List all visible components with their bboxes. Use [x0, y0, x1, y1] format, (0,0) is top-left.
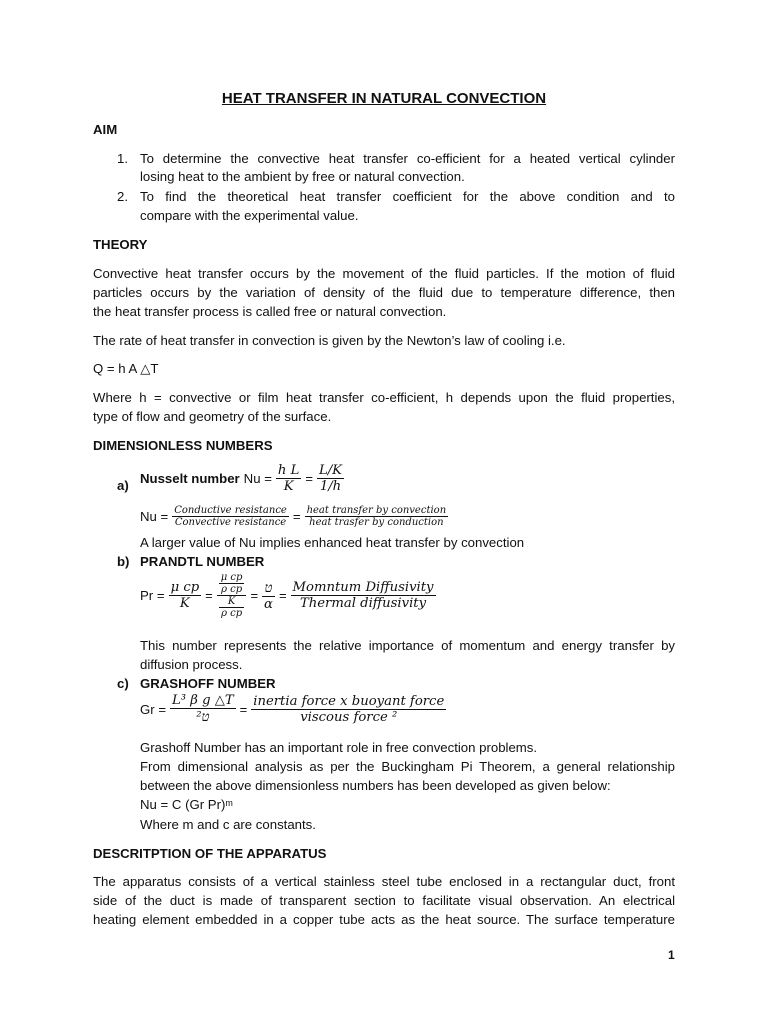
grashoff-lhs: Gr = [140, 701, 167, 717]
equals-sign: = [292, 509, 301, 524]
apparatus-heading: DESCRITPTION OF THE APPARATUS [93, 846, 327, 861]
aim-item-2-line-2: compare with the experimental value. [140, 208, 359, 223]
theory-para-2: The rate of heat transfer in convection is given by the Newton’s law of cooling i.e. [93, 333, 566, 348]
fraction-numerator: μ cp [220, 572, 243, 583]
apparatus-line-1: The apparatus consists of a vertical stainless steel tube enclosed in a rectangular duct, front [93, 874, 675, 889]
equals-sign: = [278, 588, 287, 603]
nusselt-name: Nusselt number [140, 471, 240, 486]
fraction-numerator: h L [277, 463, 300, 478]
prandtl-lhs: Pr = [140, 588, 165, 603]
grashoff-line-2: From dimensional analysis as per the Buckingham Pi Theorem, a general relationship [140, 759, 675, 774]
fraction-denominator: ט² [196, 710, 210, 725]
aim-item-1-number: 1. [117, 151, 128, 166]
equals-sign: = [305, 471, 313, 486]
grashoff-equation [140, 693, 446, 725]
nusselt-resistance-fraction [172, 505, 289, 528]
aim-heading: AIM [93, 122, 118, 137]
fraction-denominator: viscous force ² [300, 709, 398, 725]
page-number: 1 [668, 948, 675, 962]
nusselt-equation-2 [140, 505, 448, 528]
apparatus-line-3: heating element embedded in a copper tube acts as the heat source. The surface temperature [93, 912, 675, 927]
grashoff-line-1: Grashoff Number has an important role in free convection problems. [140, 740, 538, 755]
fraction-numerator: Conductive resistance [174, 505, 287, 516]
nusselt-note: A larger value of Nu implies enhanced heat transfer by convection [140, 535, 525, 550]
prandtl-fraction-mucp-k [169, 580, 202, 611]
fraction-denominator: ρ cp [221, 584, 243, 595]
nusselt-fraction-lk-1h [317, 463, 344, 494]
theory-heading: THEORY [93, 237, 148, 252]
fraction-numerator: μ cp [170, 580, 200, 595]
prandtl-fraction-nu-alpha [262, 580, 275, 612]
aim-item-1-line-2: losing heat to the ambient by free or natural convection. [140, 169, 465, 184]
aim-item-2-line-1: To find the theoretical heat transfer coefficient for the above condition and to [140, 189, 675, 204]
prandtl-compound-fraction [217, 572, 247, 619]
fraction-numerator: inertia force x buoyant force [253, 693, 445, 709]
theory-para-3-line-1: Where h = convective or film heat transfer co-efficient, h depends upon the fluid properties, [93, 390, 675, 405]
grashoff-fraction-physical [170, 693, 236, 725]
equals-sign: = [250, 588, 259, 603]
equals-sign: = [239, 701, 248, 717]
theory-para-3-line-2: type of flow and geometry of the surface. [93, 409, 332, 424]
compound-denominator [217, 596, 247, 619]
apparatus-line-2: side of the duct is made of transparent section to facilitate visual observation. An electrical [93, 893, 675, 908]
prandtl-note-line-1: This number represents the relative importance of momentum and energy transfer by [140, 638, 675, 653]
nusselt-lhs: Nu = [243, 471, 272, 486]
fraction-denominator: K [179, 596, 190, 611]
fraction-denominator: K [283, 479, 294, 494]
dimensionless-heading: DIMENSIONLESS NUMBERS [93, 438, 273, 453]
fraction-denominator: α [264, 596, 273, 612]
compound-numerator [217, 572, 247, 596]
nusselt-label: a) [117, 478, 129, 493]
grashoff-line-3: between the above dimensionless numbers has been developed as given below: [140, 778, 611, 793]
fraction-denominator: Convective resistance [174, 517, 287, 528]
grashoff-name: GRASHOFF NUMBER [140, 676, 276, 691]
prandtl-equation [140, 572, 436, 619]
aim-item-2-number: 2. [117, 189, 128, 204]
prandtl-name: PRANDTL NUMBER [140, 554, 265, 569]
inner-fraction [219, 572, 245, 595]
page-title: HEAT TRANSFER IN NATURAL CONVECTION [221, 90, 547, 107]
fraction-numerator: L³ β g △T [172, 693, 234, 708]
grashoff-label: c) [117, 676, 129, 691]
nusselt-heat-transfer-fraction [305, 505, 449, 528]
nusselt-fraction-hl-k [276, 463, 301, 494]
newton-cooling-equation: Q = h A △T [93, 361, 159, 376]
theory-para-1-line-3: the heat transfer process is called free or natural convection. [93, 304, 447, 319]
correlation-equation: Nu = C (Gr Pr)ᵐ [140, 797, 233, 812]
prandtl-diffusivity-fraction [291, 580, 436, 611]
fraction-denominator: 1/h [319, 479, 342, 494]
fraction-numerator: ט [262, 580, 275, 597]
prandtl-note-line-2: diffusion process. [140, 657, 243, 672]
grashoff-line-5: Where m and c are constants. [140, 817, 316, 832]
prandtl-label: b) [117, 554, 130, 569]
inner-fraction [219, 596, 244, 619]
aim-item-1-line-1: To determine the convective heat transfer co-efficient for a heated vertical cylinder [140, 151, 675, 166]
fraction-numerator: K [219, 596, 244, 608]
equals-sign: = [205, 588, 213, 603]
nusselt-lhs-2: Nu = [140, 509, 169, 524]
fraction-numerator: Momntum Diffusivity [292, 580, 434, 595]
fraction-denominator: ρ cp [221, 608, 243, 619]
nusselt-equation-1 [140, 463, 344, 494]
grashoff-fraction-forces [251, 694, 446, 725]
fraction-denominator: heat trasfer by conduction [309, 517, 444, 528]
fraction-numerator: heat transfer by convection [306, 505, 447, 516]
theory-para-1-line-1: Convective heat transfer occurs by the movement of the fluid particles. If the motion of fluid [93, 266, 675, 281]
fraction-numerator: L/K [318, 463, 343, 478]
theory-para-1-line-2: particles occurs by the variation of density of the fluid due to temperature difference, then [93, 285, 675, 300]
fraction-denominator: Thermal diffusivity [299, 596, 427, 611]
